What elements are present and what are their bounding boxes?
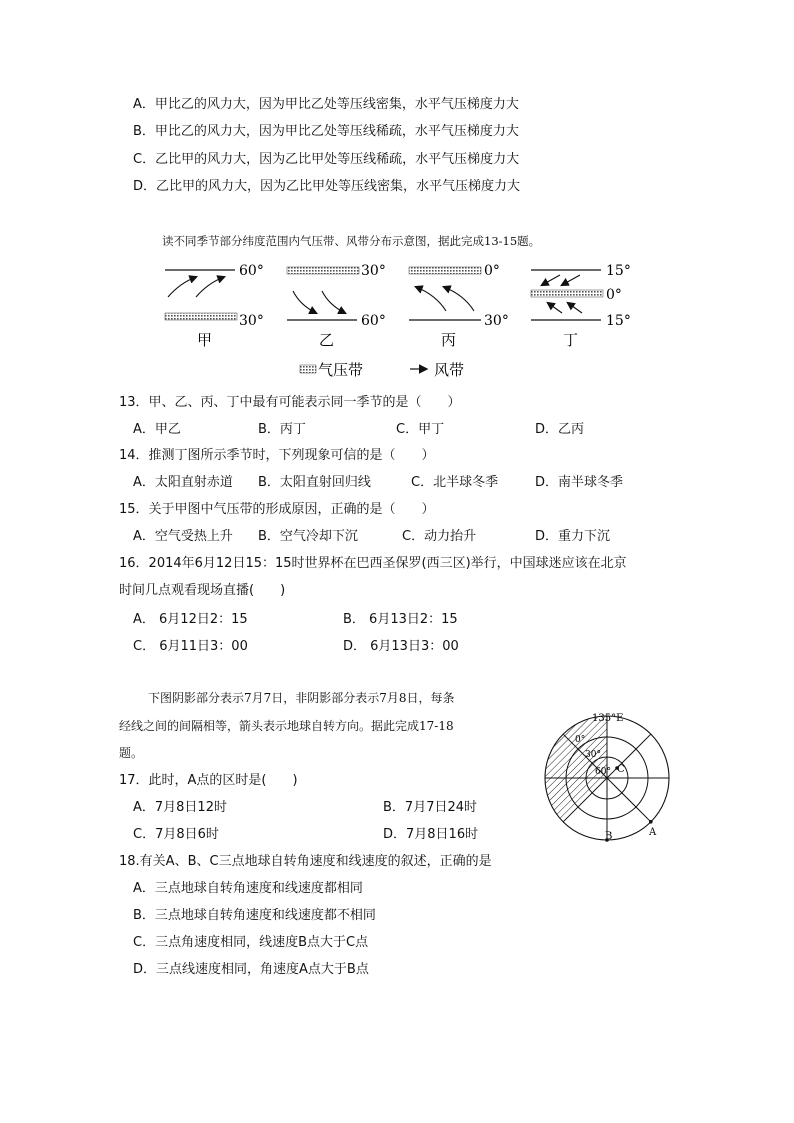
figure-legend (300, 361, 464, 379)
panel-yi-bottom-label: 60° (361, 313, 386, 329)
label-c: C (617, 764, 625, 775)
panel-ding-bottom-label: 15° (606, 313, 631, 329)
q15-option-d: D．重力下沉 (535, 529, 611, 544)
legend-pressure-label: 气压带 (318, 361, 364, 379)
q14-option-c: C．北半球冬季 (411, 475, 499, 490)
q12-option-b: B．甲比乙的风力大，因为甲比乙处等压线稀疏，水平气压梯度力大 (133, 124, 519, 139)
q17-option-b: B．7月7日24时 (383, 800, 478, 815)
panel-yi-name: 乙 (319, 331, 335, 349)
lat60-label: 60° (595, 767, 611, 777)
panel-ding-name: 丁 (563, 331, 579, 349)
q18-option-d: D．三点线速度相同，角速度A点大于B点 (133, 962, 369, 977)
intro-17-18-line3: 题。 (119, 746, 144, 760)
q13-option-d: D．乙丙 (535, 422, 585, 437)
q16-option-a: A． 6月12日2：15 (133, 612, 248, 627)
panel-bing-name: 丙 (441, 331, 457, 349)
panel-jia (165, 263, 264, 349)
q15-option-b: B．空气冷却下沉 (258, 529, 358, 544)
legend-pressure-swatch (300, 365, 316, 373)
q15-option-c: C．动力抬升 (402, 529, 477, 544)
panel-bing-bottom-label: 30° (484, 313, 509, 329)
q17-option-d: D．7月8日16时 (383, 827, 479, 842)
q15-stem: 15．关于甲图中气压带的形成原因，正确的是（ ） (119, 502, 435, 517)
q13-stem: 13．甲、乙、丙、丁中最有可能表示同一季节的是（ ） (119, 395, 461, 410)
label-b: B (605, 831, 613, 842)
panel-ding-top-label: 15° (606, 263, 631, 279)
label-a: A (649, 827, 657, 838)
q14-stem: 14．推测丁图所示季节时，下列现象可信的是（ ） (119, 448, 435, 463)
polar-date-figure (535, 712, 670, 842)
q18-option-b: B．三点地球自转角速度和线速度都不相同 (133, 908, 376, 923)
q16-option-b: B． 6月13日2：15 (343, 612, 458, 627)
panel-bing (409, 263, 509, 349)
lat30-label: 30° (585, 750, 601, 760)
panel-jia-name: 甲 (197, 331, 213, 349)
panel-jia-top-label: 60° (239, 263, 264, 279)
legend-wind-label: 风带 (434, 361, 465, 379)
q14-option-d: D．南半球冬季 (535, 475, 624, 490)
q13-option-a: A．甲乙 (133, 422, 181, 437)
q18-option-a: A．三点地球自转角速度和线速度都相同 (133, 881, 363, 896)
q12-option-a: A．甲比乙的风力大，因为甲比乙处等压线密集，水平气压梯度力大 (133, 97, 519, 112)
q16-option-c: C． 6月11日3：00 (133, 639, 248, 654)
panel-yi (287, 263, 386, 349)
q16-stem-line2: 时间几点观看现场直播( ) (119, 583, 286, 598)
q13-option-b: B．丙丁 (258, 422, 306, 437)
q12-option-c: C．乙比甲的风力大，因为乙比甲处等压线稀疏，水平气压梯度力大 (133, 152, 520, 167)
q13-option-c: C．甲丁 (396, 422, 445, 437)
intro-13-15: 读不同季节部分纬度范围内气压带、风带分布示意图，据此完成13-15题。 (162, 234, 541, 248)
intro-17-18-line2: 经线之间的间隔相等，箭头表示地球自转方向。据此完成17-18 (119, 719, 454, 733)
q18-option-c: C．三点角速度相同，线速度B点大于C点 (133, 935, 369, 950)
panel-bing-top-label: 0° (484, 263, 500, 279)
q12-option-d: D．乙比甲的风力大，因为乙比甲处等压线密集，水平气压梯度力大 (133, 179, 521, 194)
panel-ding (531, 263, 631, 349)
q16-option-d: D． 6月13日3：00 (343, 639, 459, 654)
q14-option-b: B．太阳直射回归线 (258, 475, 371, 490)
q17-option-a: A．7月8日12时 (133, 800, 227, 815)
panel-jia-bottom-label: 30° (239, 313, 264, 329)
point-a (649, 820, 653, 824)
q16-stem-line1: 16．2014年6月12日15：15时世界杯在巴西圣保罗(西三区)举行，中国球迷应该在北京 (119, 556, 627, 571)
q14-option-a: A．太阳直射赤道 (133, 475, 233, 490)
lat0-label: 0° (575, 735, 586, 745)
intro-17-18-line1: 下图阴影部分表示7月7日，非阴影部分表示7月8日，每条 (148, 691, 455, 705)
panel-ding-middle-label: 0° (606, 287, 622, 303)
pressure-wind-belt-figure (150, 255, 660, 385)
q15-option-a: A．空气受热上升 (133, 529, 233, 544)
q18-stem: 18.有关A、B、C三点地球自转角速度和线速度的叙述，正确的是 (119, 854, 492, 869)
q17-stem: 17．此时，A点的区时是( ) (119, 773, 298, 788)
q17-option-c: C．7月8日6时 (133, 827, 219, 842)
panel-yi-top-label: 30° (361, 263, 386, 279)
lon-135e-label: 135°E (592, 713, 624, 724)
